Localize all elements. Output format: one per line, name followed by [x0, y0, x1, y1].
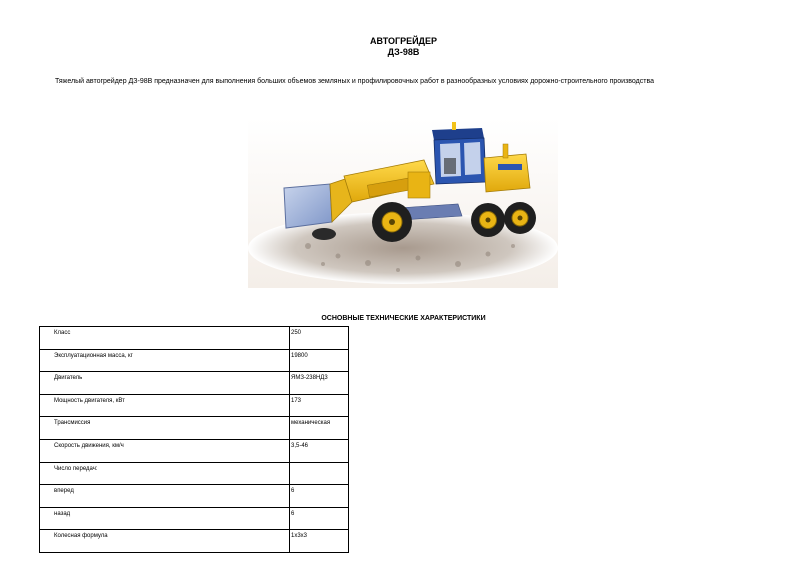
- spec-value: [290, 462, 349, 485]
- spec-value: 250: [290, 327, 349, 350]
- table-row: [40, 485, 349, 508]
- rear-wheel-2: [504, 202, 536, 234]
- table-row: [40, 327, 349, 350]
- motor-grader-illustration: [248, 118, 558, 288]
- spec-value: 6: [290, 507, 349, 530]
- spec-param: Мощность двигателя, кВт: [40, 394, 290, 417]
- spec-value: 1х3х3: [290, 530, 349, 553]
- rear-wheel-1: [471, 203, 505, 237]
- spec-value: 3,5-46: [290, 439, 349, 462]
- spec-param: Класс: [40, 327, 290, 350]
- grader-cab: [432, 122, 486, 184]
- table-row: [40, 349, 349, 372]
- table-row: [40, 462, 349, 485]
- title-line-1: АВТОГРЕЙДЕР: [370, 36, 437, 46]
- document-title: [0, 36, 807, 58]
- table-row: [40, 507, 349, 530]
- specifications-table: [39, 326, 349, 553]
- spec-param: Трансмиссия: [40, 417, 290, 440]
- grader-blade: [284, 184, 332, 228]
- spec-value: механическая: [290, 417, 349, 440]
- engine-hood: [484, 154, 530, 192]
- spec-param: Эксплуатационная масса, кг: [40, 349, 290, 372]
- spec-param: Скорость движения, км/ч: [40, 439, 290, 462]
- front-left-wheel: [312, 228, 336, 240]
- title-line-2: ДЗ-98В: [387, 47, 420, 57]
- spec-param: Число передач:: [40, 462, 290, 485]
- spec-value: ЯМЗ-238НД3: [290, 372, 349, 395]
- motor-grader-photo: [248, 118, 558, 288]
- spec-value: 6: [290, 485, 349, 508]
- table-row: [40, 439, 349, 462]
- spec-param: Двигатель: [40, 372, 290, 395]
- specs-heading: ОСНОВНЫЕ ТЕХНИЧЕСКИЕ ХАРАКТЕРИСТИКИ: [321, 315, 486, 322]
- spec-value: 19800: [290, 349, 349, 372]
- table-row: [40, 394, 349, 417]
- intro-paragraph: Тяжелый автогрейдер ДЗ-98В предназначен для выполнения больших объемов земляных и профилировочных работ в разнообразных условиях дорожно-строительного производства: [55, 78, 654, 85]
- front-wheel: [372, 202, 412, 242]
- spec-param: назад: [40, 507, 290, 530]
- table-row: [40, 530, 349, 553]
- spec-param: вперед: [40, 485, 290, 508]
- table-row: [40, 372, 349, 395]
- table-row: [40, 417, 349, 440]
- spec-value: 173: [290, 394, 349, 417]
- spec-param: Колесная формула: [40, 530, 290, 553]
